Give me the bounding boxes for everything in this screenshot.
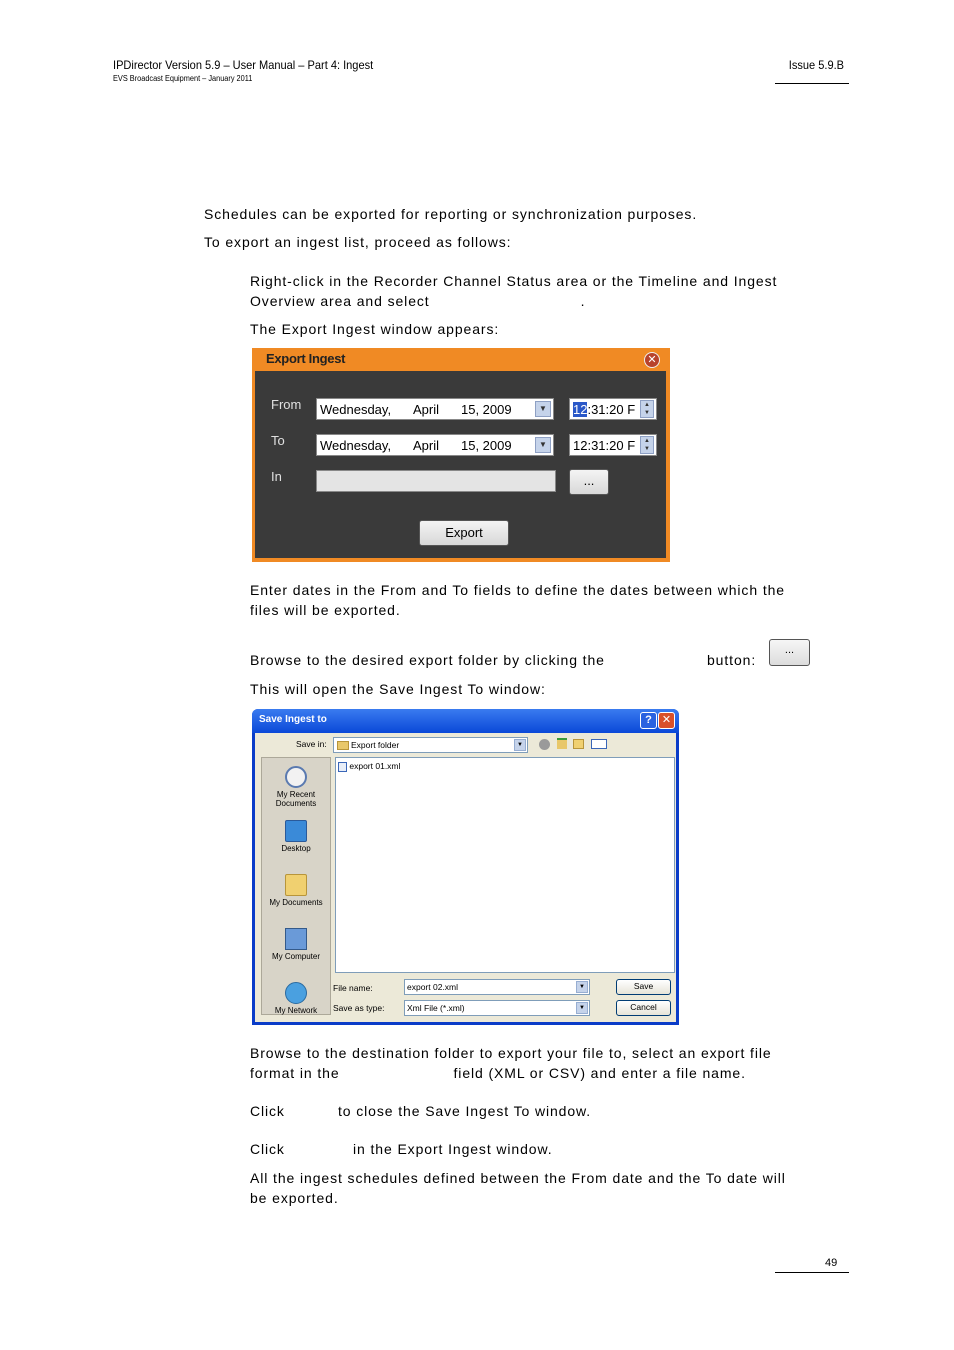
from-date-picker[interactable]: Wednesday, April 15, 2009 ▼ bbox=[316, 398, 554, 420]
intro-line-2: To export an ingest list, proceed as follows: bbox=[204, 234, 512, 250]
in-label: In bbox=[271, 469, 282, 484]
view-menu-icon[interactable] bbox=[591, 739, 607, 749]
to-date-picker[interactable]: Wednesday, April 15, 2009 ▼ bbox=[316, 434, 554, 456]
intro-line-1: Schedules can be exported for reporting or synchronization purposes. bbox=[204, 206, 698, 222]
step-3-line-b: button: bbox=[707, 652, 757, 668]
footer-rule bbox=[775, 1272, 849, 1273]
chevron-down-icon[interactable]: ▼ bbox=[535, 437, 551, 453]
chevron-down-icon[interactable]: ▼ bbox=[576, 1002, 588, 1014]
save-type-select[interactable]: Xml File (*.xml) ▼ bbox=[404, 1000, 590, 1016]
step-4-text bbox=[250, 1044, 839, 1083]
save-in-combo[interactable]: Export folder ▼ bbox=[333, 737, 528, 753]
spinner-icon[interactable]: ▲ ▼ bbox=[640, 400, 654, 418]
header-title: IPDirector Version 5.9 – User Manual – Part 4: Ingest bbox=[113, 58, 374, 72]
xml-file-icon bbox=[338, 762, 347, 772]
place-desktop[interactable]: Desktop bbox=[262, 820, 330, 853]
help-icon[interactable]: ? bbox=[640, 712, 657, 729]
step-6-line-b: in the Export Ingest window. bbox=[353, 1141, 553, 1157]
chevron-down-icon[interactable]: ▼ bbox=[576, 981, 588, 993]
step-2-text bbox=[250, 581, 839, 620]
step-6-note-line-1: All the ingest schedules defined between the From date and the To date will bbox=[250, 1170, 786, 1186]
from-label: From bbox=[271, 397, 302, 412]
page-number: 49 bbox=[825, 1257, 838, 1269]
browse-button[interactable]: ... bbox=[569, 469, 609, 495]
place-my-documents[interactable]: My Documents bbox=[262, 874, 330, 907]
to-label: To bbox=[271, 433, 285, 448]
step-1-line-a: Right-click in the Recorder Channel Status area or the Timeline and Ingest bbox=[250, 273, 778, 289]
header-rule bbox=[775, 83, 849, 84]
step-5-line-a: Click bbox=[250, 1103, 285, 1119]
chevron-down-icon[interactable]: ▼ bbox=[514, 739, 526, 751]
header-issue: Issue 5.9.B bbox=[788, 58, 844, 72]
step-2-line-a: Enter dates in the From and To fields to define the dates between which the bbox=[250, 582, 785, 598]
step-1-note: The Export Ingest window appears: bbox=[250, 321, 500, 337]
cancel-button[interactable]: Cancel bbox=[616, 1000, 671, 1016]
places-bar bbox=[261, 757, 331, 1015]
new-folder-icon[interactable] bbox=[573, 739, 584, 749]
step-1-line-b: Overview area and select bbox=[250, 292, 430, 309]
step-1-text bbox=[250, 272, 839, 311]
step-3-line-a: Browse to the desired export folder by clicking the bbox=[250, 652, 605, 668]
header-subtitle: EVS Broadcast Equipment – January 2011 bbox=[113, 74, 253, 83]
place-my-network[interactable]: My Network bbox=[262, 982, 330, 1015]
folder-icon bbox=[337, 741, 349, 750]
export-ingest-body bbox=[255, 371, 666, 558]
step-1-line-b-end: . bbox=[580, 292, 586, 309]
save-type-label: Save as type: bbox=[333, 1003, 385, 1013]
file-name-input[interactable]: export 02.xml ▼ bbox=[404, 979, 590, 995]
save-ingest-titlebar bbox=[252, 709, 679, 733]
step-4-line-b1: format in the bbox=[250, 1064, 340, 1081]
save-in-label: Save in: bbox=[296, 739, 327, 749]
my-network-icon bbox=[285, 982, 307, 1004]
spinner-icon[interactable]: ▲ ▼ bbox=[640, 436, 654, 454]
my-computer-icon bbox=[285, 928, 307, 950]
step-4-line-b2: field (XML or CSV) and enter a file name. bbox=[453, 1064, 746, 1081]
save-ingest-title: Save Ingest to bbox=[259, 714, 327, 725]
step-3-note: This will open the Save Ingest To window: bbox=[250, 681, 546, 697]
recent-documents-icon bbox=[285, 766, 307, 788]
export-button[interactable]: Export bbox=[419, 520, 509, 546]
back-icon[interactable] bbox=[539, 739, 550, 750]
export-ingest-window bbox=[252, 348, 670, 562]
close-icon[interactable]: ✕ bbox=[644, 352, 660, 368]
list-item[interactable]: export 01.xml bbox=[338, 761, 400, 772]
step-4-line-a: Browse to the destination folder to export your file to, select an export file bbox=[250, 1045, 772, 1061]
step-5-line-b: to close the Save Ingest To window. bbox=[338, 1103, 592, 1119]
to-time-field[interactable]: 12:31:20 F ▲ ▼ bbox=[569, 434, 657, 456]
desktop-icon bbox=[285, 820, 307, 842]
file-name-label: File name: bbox=[333, 983, 373, 993]
my-documents-icon bbox=[285, 874, 307, 896]
from-time-field[interactable]: 12:31:20 F ▲ ▼ bbox=[569, 398, 657, 420]
save-button[interactable]: Save bbox=[616, 979, 671, 995]
file-list[interactable] bbox=[335, 757, 675, 973]
place-my-computer[interactable]: My Computer bbox=[262, 928, 330, 961]
up-folder-icon[interactable] bbox=[557, 738, 567, 749]
save-ingest-client bbox=[255, 733, 676, 1022]
place-recent[interactable]: My Recent Documents bbox=[262, 766, 330, 808]
close-icon[interactable]: ✕ bbox=[658, 712, 675, 729]
step-6-note bbox=[250, 1169, 839, 1208]
save-ingest-window bbox=[252, 709, 679, 1025]
in-folder-field[interactable] bbox=[316, 470, 556, 492]
chevron-down-icon[interactable]: ▼ bbox=[535, 401, 551, 417]
step-2-line-b: files will be exported. bbox=[250, 601, 401, 618]
export-ingest-title: Export Ingest bbox=[266, 351, 346, 366]
step-6-note-line-2: be exported. bbox=[250, 1189, 339, 1206]
browse-button-illustration: ... bbox=[769, 639, 810, 666]
step-6-line-a: Click bbox=[250, 1141, 285, 1157]
